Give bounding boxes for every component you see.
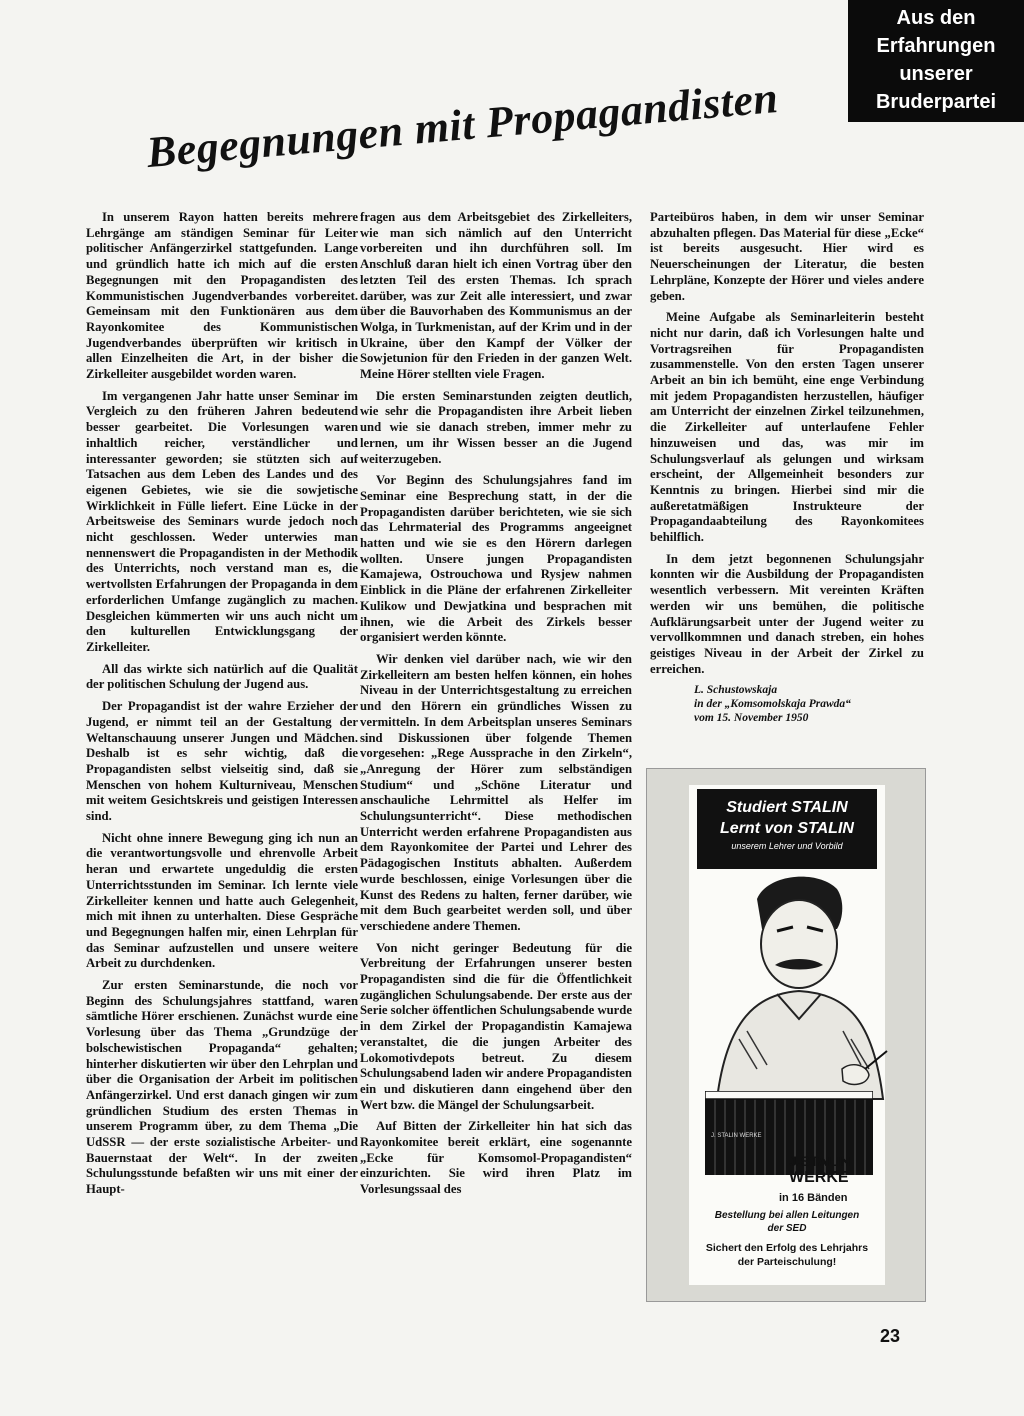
section-label-line: Aus den xyxy=(896,7,976,29)
signature-author: L. Schustowskaja xyxy=(694,684,778,697)
paragraph: In unserem Rayon hatten bereits mehrere Lehrgänge am ständigen Seminar für Leiter politischer Anfängerzirkel stattgefunden. Lange und gründlich hatte ich mich auf die ersten Begegnungen mit den Propagandisten des Kommunistischen Jugendverbandes vorbereitet. Gemeinsam mit den Funktionären aus dem Rayonkomitee des Kommunistischen Jugendverbandes überprüften wir kritisch in allen Einzelheiten die Art, in der bisher die Zirkelleiter ausgebildet worden waren. xyxy=(86,210,358,382)
portrait-face xyxy=(761,900,837,988)
signature-source: in der „Komsomolskaja Prawda“ xyxy=(694,698,851,711)
book-spine-label: J. STALIN WERKE xyxy=(711,1133,762,1139)
stalin-works-poster xyxy=(646,768,926,1302)
text-column-3 xyxy=(650,210,924,725)
paragraph: Von nicht geringer Bedeutung für die Verbreitung der Erfahrungen unserer besten Propagandisten sind die für die Öffentlichkeit zugänglichen Schulungsabende. Der erste aus der Serie solcher öffentlichen Schulungsabende wurde in dem Zirkel der Propagandistin Kamajewa veranstaltet, die die jungen Arbeiter des Lokomotivdepots betreut. Zu diesem Schulungsabend laden wir andere Propagandisten ein und diskutieren dann eingehend über den Wert bzw. die Mängel der Schulungsarbeit. xyxy=(360,940,632,1112)
books-top xyxy=(705,1091,873,1099)
paragraph: Auf Bitten der Zirkelleiter hin hat sich das Rayonkomitee bereit erklärt, eine sogenannte „Ecke für Komsomol-Propagandisten“ einzurichten. Sie wird ihren Platz im Vorlesungssaal des xyxy=(360,1119,632,1197)
writing-hand xyxy=(842,1065,869,1085)
paragraph: fragen aus dem Arbeitsgebiet des Zirkelleiters, wie man sich nämlich auf den Unterricht vorbereiten und ihn durchführen soll. Im Anschluß daran hielt ich einen Vortrag über den letzten Teil des ersten Themas. Ich sprach darüber, was zur Zeit alle interessiert, und zwar über die Bauvorhaben des Kommunismus an der Wolga, in Turkmenistan, auf der Krim und in der Ukraine, über den Kampf der Völker der Sowjetunion für den Frieden in der ganzen Welt. Meine Hörer stellten viele Fragen. xyxy=(360,210,632,382)
signature xyxy=(650,683,924,725)
paragraph: Meine Aufgabe als Seminarleiterin besteht nicht nur darin, daß ich Vorlesungen halte und Vortragsreihen für Propagandisten zusammenstelle. Von den ersten Tagen unserer Arbeit an bin ich bemüht, eine enge Verbindung mit jedem Propagandisten herzustellen, häufiger am Unterricht der einzelnen Zirkel teilzunehmen, die Zirkelleiter auf unterlaufene Fehler hinzuweisen und das, was mir im Schulungsverlauf als gelungen und wirksam erscheint, der Allgemeinheit besonders zur Kenntnis zu bringen. Hierbei sind mir die außeretatmäßigen Instrukteure der Propagandaabteilung des Rayonkomitees behilflich. xyxy=(650,310,924,545)
poster-line-1: Studiert STALIN xyxy=(726,799,848,816)
paragraph: In dem jetzt begonnenen Schulungsjahr konnten wir die Ausbildung der Propagandisten wesentlich verbessern. Mit vereinten Kräften werden wir uns bemühen, die politische Aufklärungsarbeit unter der Jugend weiter zu vervollkommnen und danach streben, ein hohes geistiges Niveau in der Arbeit der Zirkel zu erreichen. xyxy=(650,551,924,676)
poster-line-2: Lernt von STALIN xyxy=(720,820,854,837)
paragraph: Nicht ohne innere Bewegung ging ich nun an die verantwortungsvolle und ehrenvolle Arbeit heran und erwartete ungeduldig die ersten Unterrichtsstunden im Seminar. Ich lernte viele Zirkelleiter kennen und hatte auch Gelegenheit, mich mit ihnen zu unterhalten. Diese Gespräche und Begegnungen halfen mir, einen Lehrplan für das Seminar aufzustellen und unsere weitere Arbeit zu durchdenken. xyxy=(86,830,358,971)
order-party: der SED xyxy=(767,1223,807,1234)
paragraph: Vor Beginn des Schulungsjahres fand im Seminar eine Besprechung statt, in der die Propagandisten darüber berichteten, wie sie sich das Lehrmaterial des Programms angeeignet hatten und wie sie es den Hörern darlegen wollten. Unsere jungen Propagandisten Kamajewa, Ostrouchowa und Rysjew nahmen Einblick in die Pläne der erfahrenen Zirkelleiter Kulikow und Dewjatkina und besprachen mit ihnen, wie die Arbeit des Zirkels besser organisiert werden könnte. xyxy=(360,473,632,645)
section-label-line: Bruderpartei xyxy=(875,91,997,113)
paragraph: Wir denken viel darüber nach, wie wir den Zirkelleitern am besten helfen können, ein hohes Niveau in der Unterrichtsgestaltung zu erreichen und den Hörern ein gründliches Wissen zu vermitteln. In dem Arbeitsplan unseres Seminars sind Diskussionen über folgende Themen vorgesehen: „Rege Aussprache in den Zirkeln“, „Anregung der Hörer zum selbständigen Studium“ und „Schöne Literatur und anschauliche Lehrmittel als Helfer im Schulungsunterricht“. Diese methodischen Unterricht werden erfahrene Propagandisten aus dem Rayonkomitee der Partei und Lehrer des Pädagogischen Instituts abhalten. Außerdem wurde beschlossen, einige Vorlesungen über die Kunst des Redens zu halten, ferner darüber, wie mit dem Buch gearbeitet werden soll, und über verschiedene andere Themen. xyxy=(360,651,632,933)
section-label-line: unserer xyxy=(899,63,973,85)
slogan-line-1: Sichert den Erfolg des Lehrjahrs xyxy=(705,1242,869,1254)
paragraph: Zur ersten Seminarstunde, die noch vor Beginn des Schulungsjahres stattfand, waren sämtliche Hörer erschienen. Zunächst wurde eine Vorlesung über das Thema „Grundzüge der bolschewistischen Propaganda“ gehalten; hinterher diskutierten wir über den Lehrplan und über die Organisation der Arbeit im politischen Anfängerzirkel. Und erst danach gingen wir zum gründlichen Studium des ersten Themas in unserem Programm über, zu dem Thema „Die UdSSR — der erste sozialistische Arbeiter- und Bauernstaat der Welt“. In der zweiten Schulungsstunde befaßten wir uns mit einer der Haupt- xyxy=(86,978,358,1197)
text-column-2 xyxy=(360,210,632,1204)
werke-volumes: in 16 Bänden xyxy=(779,1192,848,1204)
article-headline: Begegnungen mit Propagandisten xyxy=(144,73,781,178)
paragraph: Im vergangenen Jahr hatte unser Seminar im Vergleich zu den früheren Jahren bedeutend besser gearbeitet. Die Vorlesungen waren inhaltlich reicher, verständlicher und interessanter geworden; sie stützten sich auf Tatsachen aus dem Leben des Landes und des eigenen Gebietes, wie sie die sowjetische Wirklichkeit in Fülle liefert. Eine Lücke in der Arbeitsweise des Seminars wurde jedoch noch nicht geschlossen. Weder unterwies man nennenswert die Propagandisten in der Methodik des Unterrichts, noch verstand man es, die wertvollsten Erfahrungen der Propaganda in dem erforderlichen Umfange zugänglich zu machen. Desgleichen kümmerten wir uns auch nicht um den kulturellen Entwicklungsgang der Zirkelleiter. xyxy=(86,388,358,654)
paragraph: Die ersten Seminarstunden zeigten deutlich, wie sehr die Propagandisten ihre Arbeit lieben und wie sie danach streben, immer mehr zu lernen, um ihr Wissen besser an die Jugend weiterzugeben. xyxy=(360,388,632,466)
page-number: 23 xyxy=(880,1326,901,1346)
signature-date: vom 15. November 1950 xyxy=(694,712,809,725)
paragraph: Parteibüros haben, in dem wir unser Seminar abzuhalten pflegen. Das Material für diese „Ecke“ ist bereits ausgesucht. Hier wird es Neuerscheinungen der Literatur, die besten Lehrpläne, Konzepte der Hörer und vieles andere geben. xyxy=(650,210,924,303)
werke-author: J.STALIN xyxy=(789,1153,851,1169)
text-column-1 xyxy=(86,210,358,1204)
poster-subline: unserem Lehrer und Vorbild xyxy=(731,841,843,851)
slogan-line-2: der Parteischulung! xyxy=(737,1256,837,1268)
section-label-line: Erfahrungen xyxy=(876,35,996,57)
paragraph: Der Propagandist ist der wahre Erzieher der Jugend, er nimmt teil an der Gestaltung der Weltanschauung unserer Jungen und Mädchen. Deshalb ist es sehr wichtig, daß die Propagandisten selbst vielseitig sind, daß sie Menschen von hohem Kulturniveau, Menschen mit weitem Gesichtskreis und geistigen Interessen sind. xyxy=(86,699,358,824)
section-label xyxy=(848,0,1024,122)
paragraph: All das wirkte sich natürlich auf die Qualität der politischen Schulung der Jugend aus. xyxy=(86,661,358,692)
order-info: Bestellung bei allen Leitungen xyxy=(714,1210,860,1221)
werke-title: WERKE xyxy=(789,1169,849,1186)
poster-footer xyxy=(689,1153,885,1269)
